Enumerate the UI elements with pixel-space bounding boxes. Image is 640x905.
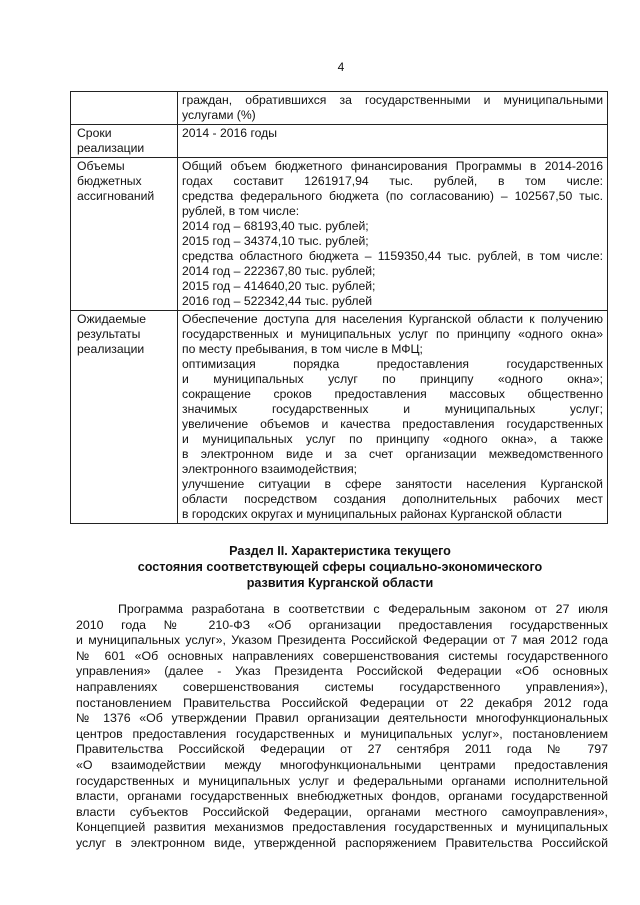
- section-title-line: Раздел II. Характеристика текущего: [229, 544, 451, 558]
- body-line: власти субъектов Российской Федерации, органами местного самоуправления»,: [76, 804, 608, 819]
- row-value-line: 2016 год – 522342,44 тыс. рублей: [182, 294, 373, 308]
- row-value-line: в электронном виде и за счет организации межведомственного: [182, 447, 603, 461]
- row-value-line: 2015 год – 34374,10 тыс. рублей;: [182, 234, 369, 248]
- row-value: [178, 125, 608, 158]
- body-line: № 601 «Об основных направлениях совершенствования системы государственного: [76, 648, 608, 663]
- body-line: управления» (далее - Указ Президента Российской Федерации «Об основных: [76, 664, 608, 679]
- row-value: [178, 92, 608, 125]
- body-line: государственных и муниципальных услуг и федеральными органами исполнительной: [76, 773, 608, 788]
- body-paragraph: [76, 602, 608, 852]
- body-line: Правительства Российской Федерации от 27 сентября 2011 года № 797: [76, 742, 608, 757]
- row-value-line: услугами (%): [182, 108, 256, 122]
- row-label: [71, 92, 178, 125]
- program-passport-table: [70, 91, 608, 524]
- table-row: [71, 125, 608, 158]
- row-value-line: электронного взаимодействия;: [182, 462, 358, 476]
- row-value-line: Общий объем бюджетного финансирования Программы в 2014-2016: [182, 159, 603, 173]
- row-value-line: в городских округах и муниципальных районах Курганской области: [182, 507, 562, 521]
- body-line: Программа разработана в соответствии с Федеральным законом от 27 июля: [118, 602, 608, 616]
- row-label-line: бюджетных: [77, 174, 142, 188]
- section-title-line: развития Курганской области: [246, 576, 434, 590]
- row-value-line: 2014 год – 68193,40 тыс. рублей;: [182, 219, 369, 233]
- row-value-line: Обеспечение доступа для населения Курганской области к получению: [182, 312, 603, 326]
- row-value-line: по месту пребывания, в том числе в МФЦ;: [182, 342, 423, 356]
- row-label-line: ассигнований: [77, 189, 155, 203]
- row-value-line: сокращение сроков предоставления массовых общественно: [182, 387, 603, 401]
- row-value-line: 2014 год – 222367,80 тыс. рублей;: [182, 264, 376, 278]
- row-value-line: увеличение объемов и качества предоставления государственных: [182, 417, 603, 431]
- row-value-line: граждан, обратившихся за государственными и муниципальными: [182, 93, 603, 107]
- row-value-line: средства федерального бюджета (по согласованию) – 102567,50 тыс.: [182, 189, 603, 203]
- row-value-line: годах составит 1261917,94 тыс. рублей, в том числе:: [182, 174, 603, 188]
- body-line: «О взаимодействии между многофункциональными центрами предоставления: [76, 757, 608, 772]
- section-title: [100, 543, 580, 591]
- row-label-line: реализации: [77, 141, 145, 155]
- row-value: [178, 311, 608, 524]
- row-value-line: 2015 год – 414640,20 тыс. рублей;: [182, 279, 376, 293]
- row-label: [71, 125, 178, 158]
- row-value-line: и муниципальных услуг по принципу «одного окна», а также: [182, 432, 603, 446]
- body-line: услуг в электронном виде, утвержденной распоряжением Правительства Российской: [76, 835, 608, 850]
- body-line: Концепцией развития механизмов предоставления государственных и муниципальных: [76, 820, 608, 835]
- row-value-line: государственных и муниципальных услуг по принципу «одного окна»: [182, 327, 603, 341]
- body-line: 2010 года № 210-ФЗ «Об организации предоставления государственных: [76, 617, 608, 632]
- row-value-line: 2014 - 2016 годы: [182, 126, 278, 140]
- row-value-line: области посредством создания дополнительных рабочих мест: [182, 492, 603, 506]
- row-label-line: реализации: [77, 342, 145, 356]
- row-label-line: Ожидаемые: [77, 312, 147, 326]
- table-body: [71, 92, 608, 524]
- body-line: № 1376 «Об утверждении Правил организации деятельности многофункциональных: [76, 711, 608, 726]
- row-label-line: Объемы: [77, 159, 125, 173]
- row-value-line: рублей, в том числе:: [182, 204, 300, 218]
- row-value-line: значимых государственных и муниципальных услуг;: [182, 402, 603, 416]
- section-title-line: состояния соответствующей сферы социально-экономического: [137, 560, 543, 574]
- row-value: [178, 158, 608, 311]
- row-value-line: улучшение ситуации в сфере занятости населения Курганской: [182, 477, 603, 491]
- body-line: постановлением Правительства Российской Федерации от 22 декабря 2012 года: [76, 695, 608, 710]
- table-row: [71, 311, 608, 524]
- body-line: направлениях совершенствования системы государственного управления»),: [76, 679, 608, 694]
- table-row: [71, 92, 608, 125]
- body-line: центров предоставления государственных и муниципальных услуг», постановлением: [76, 726, 608, 741]
- page-number: 4: [337, 60, 345, 74]
- body-line: и муниципальных услуг», Указом Президента Российской Федерации от 7 мая 2012 года: [76, 633, 608, 648]
- row-label: [71, 158, 178, 311]
- row-label-line: Сроки: [77, 126, 112, 140]
- row-label-line: результаты: [77, 327, 141, 341]
- row-value-line: оптимизация порядка предоставления государственных: [182, 357, 603, 371]
- row-label: [71, 311, 178, 524]
- body-line: власти, органами государственных внебюджетных фондов, органами государственной: [76, 789, 608, 804]
- row-value-line: средства областного бюджета – 1159350,44 тыс. рублей, в том числе:: [182, 249, 603, 263]
- row-value-line: и муниципальных услуг по принципу «одного окна»;: [182, 372, 603, 386]
- table-row: [71, 158, 608, 311]
